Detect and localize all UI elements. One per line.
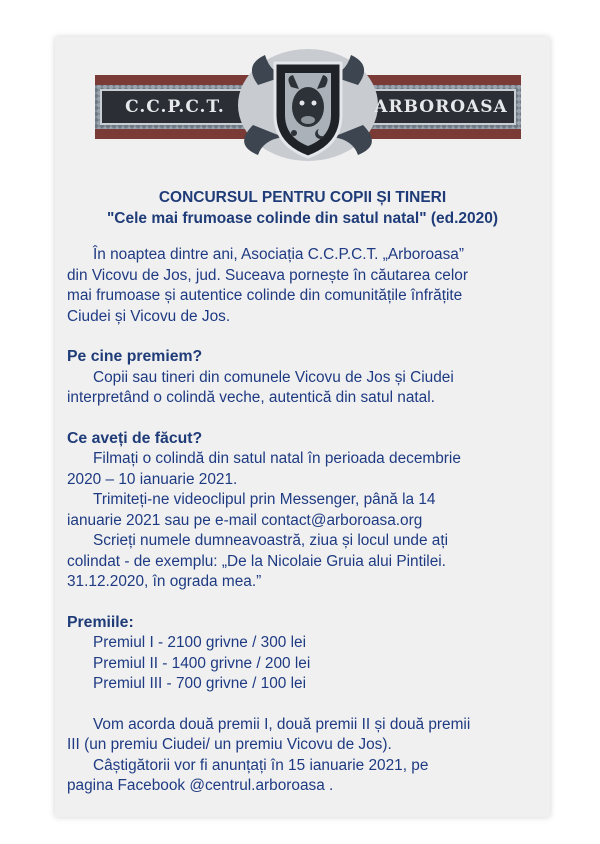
prizes-section <box>67 613 539 695</box>
todo-line: 31.12.2020, în ograda mea.” <box>67 573 262 590</box>
todo-line: Trimiteți-ne videoclipul prin Messenger, până la 14 <box>93 491 436 508</box>
todo-line: colindat - de exemplu: „De la Nicolaie Gruia alui Pintilei. <box>67 552 446 570</box>
closing-line: pagina Facebook @centrul.arboroasa . <box>67 777 334 794</box>
todo-section <box>67 429 539 593</box>
crest-emblem <box>238 49 378 161</box>
who-line: interpretând o colindă veche, autentică din satul natal. <box>67 389 435 406</box>
intro-line: Ciudei și Vicovu de Jos. <box>67 307 231 325</box>
prizes-heading: Premiile: <box>67 613 134 631</box>
prize-item: Premiul I - 2100 grivne / 300 lei <box>93 634 307 651</box>
title-line-1: CONCURSUL PENTRU COPII ȘI TINERI <box>158 189 447 206</box>
page-title <box>55 187 550 229</box>
todo-heading: Ce aveți de făcut? <box>67 429 203 447</box>
prize-item: Premiul III - 700 grivne / 100 lei <box>93 675 307 692</box>
intro-paragraph <box>67 245 539 327</box>
flyer-body <box>67 245 539 797</box>
intro-line: În noaptea dintre ani, Asociația C.C.P.C.T. „Arboroasa” <box>93 246 464 263</box>
intro-line: mai frumoase și autentice colinde din comunitățile înfrățite <box>67 287 463 304</box>
intro-line: din Vicovu de Jos, jud. Suceava pornește în căutarea celor <box>67 266 468 284</box>
title-line-2: "Cele mai frumoase colinde din satul natal" (ed.2020) <box>106 210 499 227</box>
who-section <box>67 347 539 409</box>
todo-line: Filmați o colindă din satul natal în perioada decembrie <box>93 450 461 467</box>
closing-section <box>67 715 539 797</box>
left-banner-label: C.C.P.C.T. <box>125 97 225 117</box>
closing-line: Câștigătorii vor fi anunțați în 15 ianuarie 2021, pe <box>93 756 429 774</box>
flyer-page <box>55 37 550 817</box>
who-heading: Pe cine premiem? <box>67 348 203 365</box>
todo-line: 2020 – 10 ianuarie 2021. <box>67 470 238 488</box>
todo-line: ianuarie 2021 sau pe e-mail contact@arboroasa.org <box>67 511 423 529</box>
closing-line: III (un premiu Ciudei/ un premiu Vicovu de Jos). <box>67 736 392 753</box>
header-banner <box>93 45 523 165</box>
prize-item: Premiul II - 1400 grivne / 200 lei <box>93 654 311 672</box>
todo-line: Scrieți numele dumneavoastră, ziua și locul unde ați <box>93 532 449 549</box>
who-line: Copii sau tineri din comunele Vicovu de Jos și Ciudei <box>93 368 454 386</box>
closing-line: Vom acorda două premii I, două premii II și două premii <box>93 715 471 733</box>
right-banner-label: ARBOROASA <box>374 97 508 117</box>
